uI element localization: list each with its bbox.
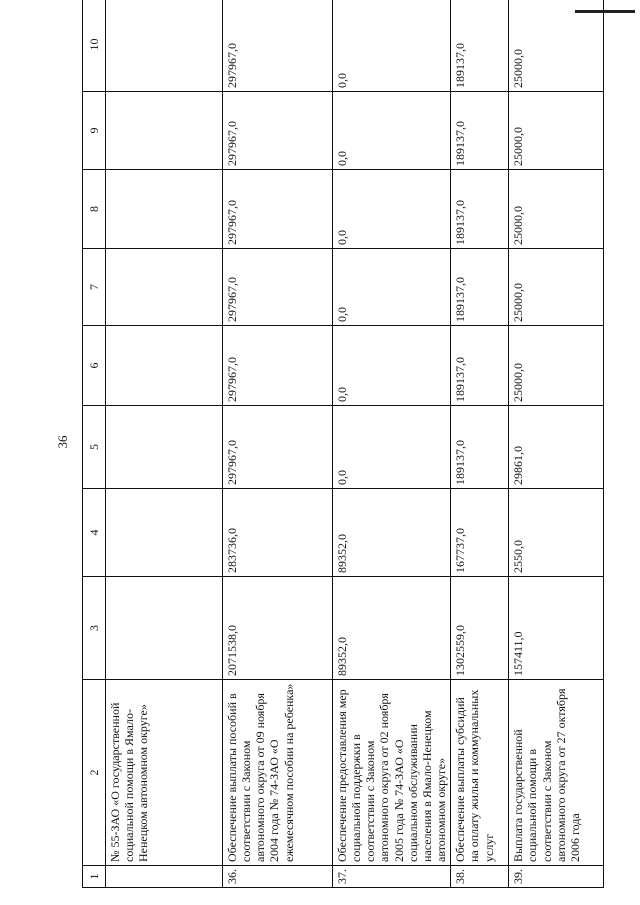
row-number: 36.: [223, 866, 333, 888]
value-cell: 25000,0: [509, 0, 604, 92]
header-cell: 1: [83, 866, 106, 888]
value-cell: 0,0: [333, 249, 451, 326]
value-cell: 297967,0: [223, 249, 333, 326]
value-cell: 189137,0: [451, 249, 509, 326]
row-description: Обеспечение предоставления мер социальной поддержки в соответствии с Законом автономного округа от 02 ноября 2005 года № 74-ЗАО «О социальном обслуживании населения в Ямало-Ненецком автономном округе»: [333, 680, 451, 866]
value-cell: 297967,0: [223, 406, 333, 489]
value-cell: 0,0: [333, 0, 451, 92]
value-cell: 25000,0: [509, 249, 604, 326]
row-description: № 55-ЗАО «О государственной социальной помощи в Ямало-Ненецком автономном округе»: [106, 680, 223, 866]
value-cell: 0,0: [333, 326, 451, 406]
header-cell: 8: [83, 170, 106, 249]
value-cell: 189137,0: [451, 406, 509, 489]
row-description: Выплата государственной социальной помощи в соответствии с Законом автономного округа от 27 октября 2006 года: [509, 680, 604, 866]
header-cell: 2: [83, 680, 106, 866]
row-number: [106, 866, 223, 888]
row-number: 39.: [509, 866, 604, 888]
value-cell: 189137,0: [451, 170, 509, 249]
value-cell: [106, 326, 223, 406]
value-cell: 2550,0: [509, 489, 604, 577]
header-cell: 5: [83, 406, 106, 489]
header-row: [83, 0, 106, 888]
value-cell: 297967,0: [223, 92, 333, 170]
value-cell: 167737,0: [451, 489, 509, 577]
value-cell: 157411,0: [509, 577, 604, 680]
row-number: 37.: [333, 866, 451, 888]
value-cell: [106, 406, 223, 489]
value-cell: 297967,0: [223, 326, 333, 406]
row-description: Обеспечение выплаты пособий в соответствии с Законом автономного округа от 09 ноября 2004 года № 74-ЗАО «О ежемесячном пособии на ребенка»: [223, 680, 333, 866]
value-cell: [106, 170, 223, 249]
header-cell: 10: [83, 0, 106, 92]
header-cell: 9: [83, 92, 106, 170]
value-cell: [106, 249, 223, 326]
table-row: [509, 0, 604, 888]
value-cell: [106, 577, 223, 680]
value-cell: 283736,0: [223, 489, 333, 577]
header-cell: 4: [83, 489, 106, 577]
value-cell: 189137,0: [451, 0, 509, 92]
page-number: 36: [55, 435, 70, 449]
value-cell: [106, 489, 223, 577]
table-row: [451, 0, 509, 888]
value-cell: 25000,0: [509, 326, 604, 406]
rotated-table-container: [82, 18, 627, 888]
value-cell: 89352,0: [333, 577, 451, 680]
row-description: Обеспечение выплаты субсидий на оплату жилья и коммунальных услуг: [451, 680, 509, 866]
value-cell: 297967,0: [223, 170, 333, 249]
value-cell: 25000,0: [509, 170, 604, 249]
table-row: [223, 0, 333, 888]
value-cell: 89352,0: [333, 489, 451, 577]
budget-table: [82, 0, 604, 888]
header-cell: 3: [83, 577, 106, 680]
value-cell: 0,0: [333, 92, 451, 170]
table-row-continuation: [106, 0, 223, 888]
value-cell: [106, 0, 223, 92]
table-row: [333, 0, 451, 888]
value-cell: 2071538,0: [223, 577, 333, 680]
value-cell: 297967,0: [223, 0, 333, 92]
value-cell: 189137,0: [451, 92, 509, 170]
header-cell: 7: [83, 249, 106, 326]
value-cell: [106, 92, 223, 170]
value-cell: 0,0: [333, 406, 451, 489]
value-cell: 0,0: [333, 170, 451, 249]
header-cell: 6: [83, 326, 106, 406]
value-cell: 29861,0: [509, 406, 604, 489]
value-cell: 189137,0: [451, 326, 509, 406]
row-number: 38.: [451, 866, 509, 888]
value-cell: 25000,0: [509, 92, 604, 170]
value-cell: 1302559,0: [451, 577, 509, 680]
